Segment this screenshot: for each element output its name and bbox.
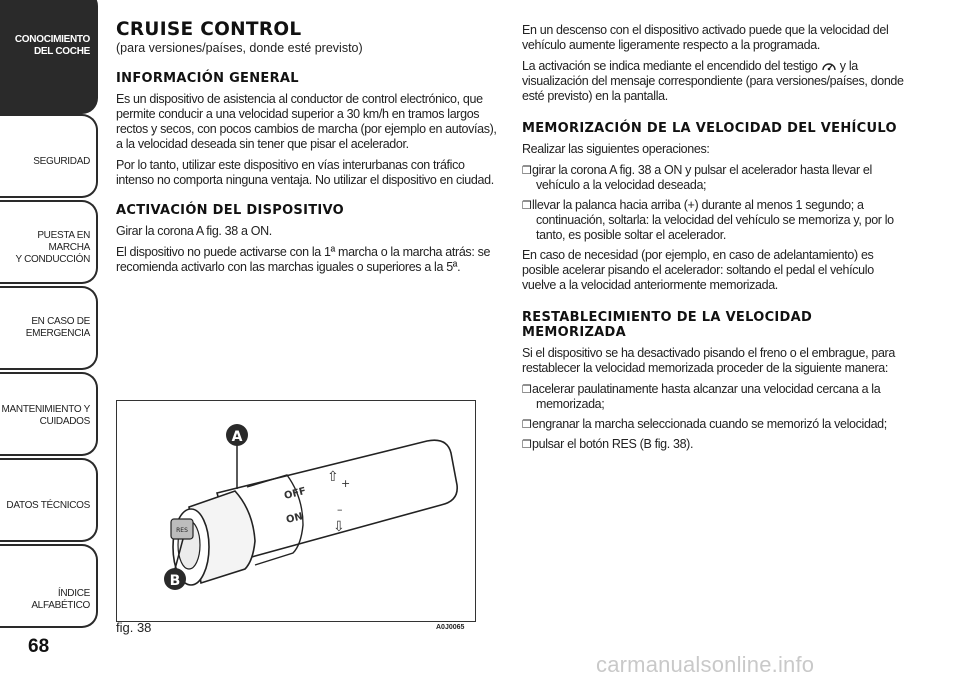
- page-number: 68: [28, 636, 50, 657]
- tab-label: SEGURIDAD: [33, 156, 90, 167]
- heading-activacion: ACTIVACIÓN DEL DISPOSITIVO: [116, 203, 345, 218]
- cruise-control-lever-illustration: [117, 401, 475, 621]
- paragraph: El dispositivo no puede activarse con la 1ª marcha o la marcha atrás: se recomienda activarlo con las marchas iguales o superiores a la 5ª.: [116, 245, 491, 274]
- tab-label: MANTENIMIENTO Y CUIDADOS: [1, 404, 90, 427]
- plus-sign-icon: +: [341, 477, 351, 490]
- list-item-text: llevar la palanca hacia arriba (+) durante al menos 1 segundo; a continuación, soltarla: la velocidad del vehículo se memoriza y, por lo tanto, es posible soltar el acelerador.: [532, 198, 894, 242]
- ring-off-label: OFF: [283, 485, 308, 502]
- res-button-label: RES: [176, 527, 188, 534]
- tab-label: EN CASO DE EMERGENCIA: [25, 316, 90, 339]
- figure-code: A0J0065: [436, 624, 465, 631]
- list-item-text: girar la corona A fig. 38 a ON y pulsar el acelerador hasta llevar el vehículo a la velocidad deseada;: [532, 163, 872, 192]
- minus-arrow-icon: ⇩: [333, 519, 345, 535]
- paragraph-text: y la visualización del mensaje correspondiente (para versiones/países, donde esté previsto) en la pantalla.: [522, 59, 904, 103]
- paragraph: En caso de necesidad (por ejemplo, en caso de adelantamiento) es posible acelerar pisando el acelerador: soltando el pedal el vehículo vuelve a la velocidad anteriormente memorizada.: [522, 248, 874, 292]
- left-column: [116, 0, 498, 281]
- paragraph: En un descenso con el dispositivo activado puede que la velocidad del vehículo aumente ligeramente respecto a la programada.: [522, 23, 889, 52]
- checkbox-bullet-icon: ❒: [522, 418, 532, 431]
- list-item-text: acelerar paulatinamente hasta alcanzar una velocidad cercana a la memorizada;: [532, 382, 881, 411]
- heading-memorizacion: MEMORIZACIÓN DE LA VELOCIDAD DEL VEHÍCULO: [522, 121, 897, 136]
- figure-caption: fig. 38: [116, 620, 152, 635]
- figure-38: [116, 400, 476, 622]
- callout-b-label: B: [169, 573, 181, 589]
- list-item-text: engranar la marcha seleccionada cuando se memorizó la velocidad;: [532, 417, 887, 431]
- checkbox-bullet-icon: ❒: [522, 383, 532, 396]
- tab-indice-alfabetico[interactable]: [0, 544, 98, 628]
- watermark: carmanualsonline.info: [596, 652, 815, 677]
- checkbox-bullet-icon: ❒: [522, 164, 532, 177]
- list-item: [522, 382, 908, 412]
- checkbox-bullet-icon: ❒: [522, 438, 532, 451]
- paragraph: Si el dispositivo se ha desactivado pisando el freno o el embrague, para restablecer la velocidad memorizada proceder de la siguiente manera:: [522, 346, 895, 375]
- list-item: [522, 198, 908, 243]
- minus-sign-icon: –: [337, 503, 343, 516]
- cruise-control-warning-light-icon: [821, 60, 837, 72]
- tab-en-caso-de-emergencia[interactable]: [0, 286, 98, 370]
- ring-on-label: ON: [285, 511, 305, 526]
- list-item: [522, 437, 908, 452]
- checkbox-bullet-icon: ❒: [522, 199, 532, 212]
- tab-label: CONOCIMIENTO DEL COCHE: [14, 34, 90, 57]
- plus-arrow-icon: ⇧: [327, 469, 339, 485]
- tab-label: DATOS TÉCNICOS: [6, 500, 90, 511]
- callout-a-label: A: [231, 429, 243, 445]
- list-item-text: pulsar el botón RES (B fig. 38).: [532, 437, 694, 451]
- paragraph: Es un dispositivo de asistencia al conductor de control electrónico, que permite conducir a una velocidad superior a 30 km/h en tramos largos rectos y secos, con pocos cambios de marcha (por ejemplo en autovías), a la velocidad deseada sin tener que pisar el acelerador.: [116, 92, 497, 151]
- chapter-tabs: [0, 0, 100, 640]
- page-subtitle: (para versiones/países, donde esté previsto): [116, 41, 363, 55]
- right-column: [522, 0, 908, 457]
- list-item: [522, 163, 908, 193]
- tab-label: ÍNDICE ALFABÉTICO: [31, 588, 90, 611]
- paragraph: Por lo tanto, utilizar este dispositivo en vías interurbanas con tráfico intenso no comporta ninguna ventaja. No utilizar el dispositivo en ciudad.: [116, 158, 494, 187]
- list-item: [522, 417, 908, 432]
- heading-informacion-general: INFORMACIÓN GENERAL: [116, 71, 299, 86]
- tab-datos-tecnicos[interactable]: [0, 458, 98, 542]
- tab-label: PUESTA EN MARCHA Y CONDUCCIÓN: [15, 230, 90, 265]
- tab-puesta-en-marcha[interactable]: [0, 200, 98, 284]
- tab-conocimiento-del-coche[interactable]: [0, 0, 98, 114]
- page-title: CRUISE CONTROL: [116, 19, 302, 40]
- paragraph-testigo: [522, 59, 908, 104]
- heading-restablecimiento: RESTABLECIMIENTO DE LA VELOCIDAD MEMORIZADA: [522, 310, 813, 340]
- tab-mantenimiento[interactable]: [0, 372, 98, 456]
- paragraph: Girar la corona A fig. 38 a ON.: [116, 224, 272, 238]
- paragraph-text: La activación se indica mediante el encendido del testigo: [522, 59, 818, 73]
- paragraph: Realizar las siguientes operaciones:: [522, 142, 710, 156]
- tab-seguridad[interactable]: [0, 114, 98, 198]
